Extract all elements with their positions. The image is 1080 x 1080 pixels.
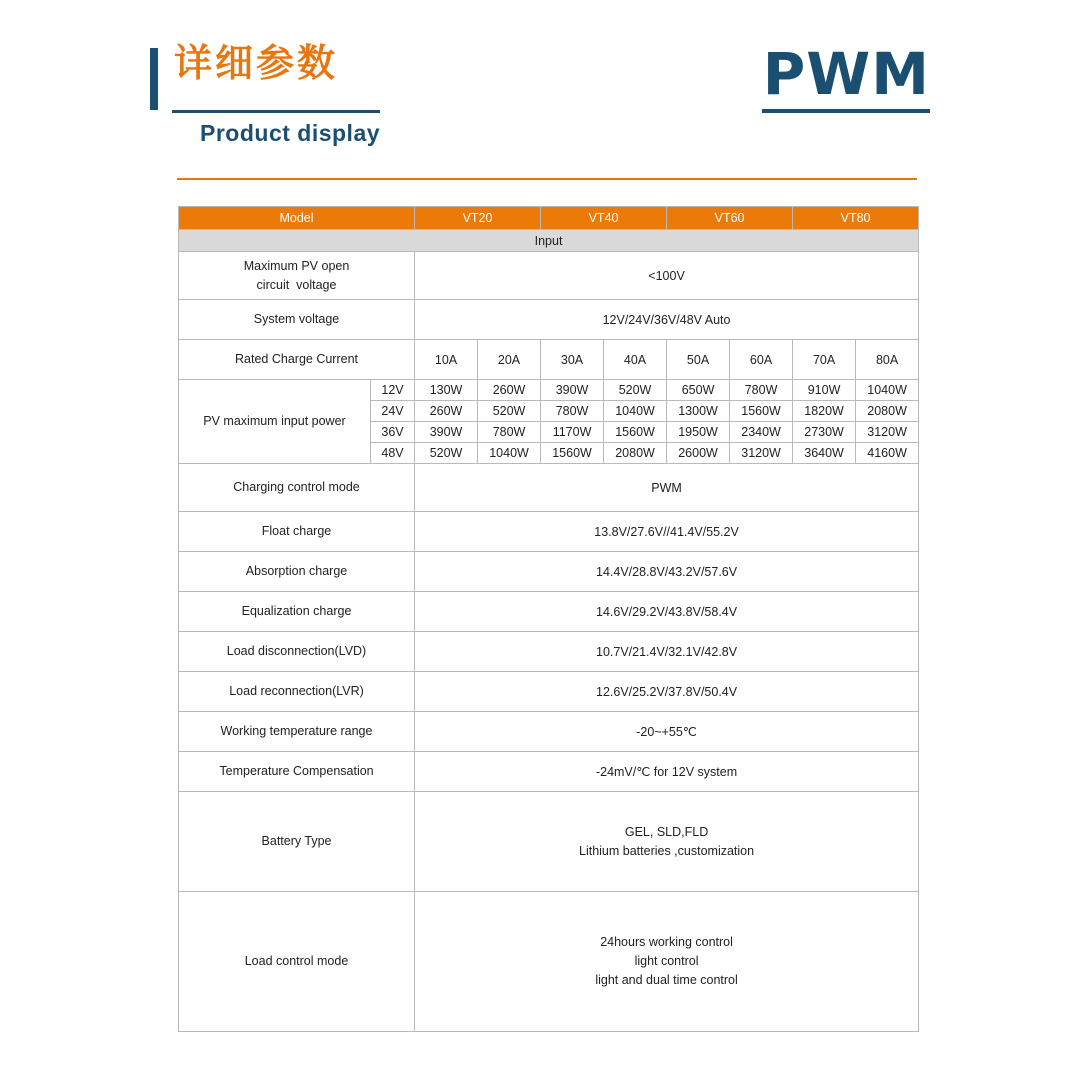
pv-power-48v-50a: 2600W <box>667 443 730 464</box>
row-label-working-temperature-range: Working temperature range <box>179 712 415 752</box>
header-divider <box>177 178 917 180</box>
pv-power-36v-60a: 2340W <box>730 422 793 443</box>
row-value-max-pv-open-circuit-voltage: <100V <box>415 252 919 300</box>
pv-power-24v-40a: 1040W <box>604 401 667 422</box>
rated-current-60a: 60A <box>730 340 793 380</box>
pv-power-48v-70a: 3640W <box>793 443 856 464</box>
pv-power-12v-20a: 260W <box>478 380 541 401</box>
pv-power-24v-60a: 1560W <box>730 401 793 422</box>
row-value-system-voltage: 12V/24V/36V/48V Auto <box>415 300 919 340</box>
page-title-cn: 详细参数 <box>174 43 339 85</box>
pv-power-24v-70a: 1820W <box>793 401 856 422</box>
pv-power-24v-10a: 260W <box>415 401 478 422</box>
table-row <box>179 712 919 752</box>
table-row <box>179 340 919 380</box>
page-title-en: Product display <box>200 120 381 146</box>
header-cell-vt80: VT80 <box>793 207 919 230</box>
spec-table-container <box>178 206 918 1032</box>
pv-power-36v-80a: 3120W <box>856 422 919 443</box>
pv-power-voltage-24v: 24V <box>371 401 415 422</box>
row-label-equalization-charge: Equalization charge <box>179 592 415 632</box>
rated-current-50a: 50A <box>667 340 730 380</box>
row-label-max-pv-open-circuit-voltage: Maximum PV open circuit voltage <box>179 252 415 300</box>
pv-power-12v-10a: 130W <box>415 380 478 401</box>
row-label-load-disconnection-lvd: Load disconnection(LVD) <box>179 632 415 672</box>
row-label-temperature-compensation: Temperature Compensation <box>179 752 415 792</box>
pv-power-24v-30a: 780W <box>541 401 604 422</box>
table-row <box>179 752 919 792</box>
rated-current-20a: 20A <box>478 340 541 380</box>
pv-power-48v-40a: 2080W <box>604 443 667 464</box>
table-row <box>179 632 919 672</box>
rated-current-70a: 70A <box>793 340 856 380</box>
table-section-input <box>179 230 919 252</box>
pv-power-24v-20a: 520W <box>478 401 541 422</box>
rated-current-40a: 40A <box>604 340 667 380</box>
row-value-absorption-charge: 14.4V/28.8V/43.2V/57.6V <box>415 552 919 592</box>
page-header <box>0 0 1080 190</box>
pv-power-36v-20a: 780W <box>478 422 541 443</box>
pv-power-12v-70a: 910W <box>793 380 856 401</box>
row-value-float-charge: 13.8V/27.6V//41.4V/55.2V <box>415 512 919 552</box>
header-cell-vt20: VT20 <box>415 207 541 230</box>
brand-underline <box>762 109 930 113</box>
pv-power-12v-80a: 1040W <box>856 380 919 401</box>
brand-label: PWM <box>762 40 930 108</box>
header-cell-vt40: VT40 <box>541 207 667 230</box>
row-value-load-control-mode: 24hours working control light control light and dual time control <box>415 892 919 1032</box>
pv-power-36v-30a: 1170W <box>541 422 604 443</box>
header-cell-vt60: VT60 <box>667 207 793 230</box>
spec-table <box>178 206 919 1032</box>
row-label-absorption-charge: Absorption charge <box>179 552 415 592</box>
row-label-battery-type: Battery Type <box>179 792 415 892</box>
table-header-row <box>179 207 919 230</box>
table-row <box>179 592 919 632</box>
pv-power-36v-50a: 1950W <box>667 422 730 443</box>
table-row <box>179 552 919 592</box>
pv-power-48v-20a: 1040W <box>478 443 541 464</box>
table-row <box>179 512 919 552</box>
pv-power-24v-50a: 1300W <box>667 401 730 422</box>
table-row <box>179 672 919 712</box>
table-row <box>179 892 919 1032</box>
table-row <box>179 300 919 340</box>
row-value-temperature-compensation: -24mV/℃ for 12V system <box>415 752 919 792</box>
pv-power-voltage-36v: 36V <box>371 422 415 443</box>
pv-power-36v-70a: 2730W <box>793 422 856 443</box>
row-value-charging-control-mode: PWM <box>415 464 919 512</box>
pv-power-12v-50a: 650W <box>667 380 730 401</box>
row-value-load-reconnection-lvr: 12.6V/25.2V/37.8V/50.4V <box>415 672 919 712</box>
pv-power-12v-30a: 390W <box>541 380 604 401</box>
row-value-load-disconnection-lvd: 10.7V/21.4V/32.1V/42.8V <box>415 632 919 672</box>
table-row <box>179 380 919 401</box>
row-label-load-reconnection-lvr: Load reconnection(LVR) <box>179 672 415 712</box>
row-label-float-charge: Float charge <box>179 512 415 552</box>
row-value-equalization-charge: 14.6V/29.2V/43.8V/58.4V <box>415 592 919 632</box>
rated-current-80a: 80A <box>856 340 919 380</box>
pv-power-voltage-12v: 12V <box>371 380 415 401</box>
row-label-system-voltage: System voltage <box>179 300 415 340</box>
row-value-working-temperature-range: -20~+55℃ <box>415 712 919 752</box>
title-underline <box>172 110 380 113</box>
rated-current-30a: 30A <box>541 340 604 380</box>
pv-power-12v-40a: 520W <box>604 380 667 401</box>
pv-power-48v-30a: 1560W <box>541 443 604 464</box>
pv-power-24v-80a: 2080W <box>856 401 919 422</box>
header-cell-model: Model <box>179 207 415 230</box>
pv-power-36v-10a: 390W <box>415 422 478 443</box>
brand-block <box>762 40 930 113</box>
row-label-charging-control-mode: Charging control mode <box>179 464 415 512</box>
table-row <box>179 464 919 512</box>
pv-power-voltage-48v: 48V <box>371 443 415 464</box>
pv-power-48v-80a: 4160W <box>856 443 919 464</box>
pv-power-12v-60a: 780W <box>730 380 793 401</box>
section-label-input: Input <box>179 230 919 252</box>
rated-current-10a: 10A <box>415 340 478 380</box>
table-row <box>179 252 919 300</box>
title-accent-bar <box>150 48 158 110</box>
row-label-pv-maximum-input-power: PV maximum input power <box>179 380 371 464</box>
pv-power-48v-60a: 3120W <box>730 443 793 464</box>
row-label-rated-charge-current: Rated Charge Current <box>179 340 415 380</box>
pv-power-36v-40a: 1560W <box>604 422 667 443</box>
table-row <box>179 792 919 892</box>
row-value-battery-type: GEL, SLD,FLD Lithium batteries ,customization <box>415 792 919 892</box>
pv-power-48v-10a: 520W <box>415 443 478 464</box>
row-label-load-control-mode: Load control mode <box>179 892 415 1032</box>
